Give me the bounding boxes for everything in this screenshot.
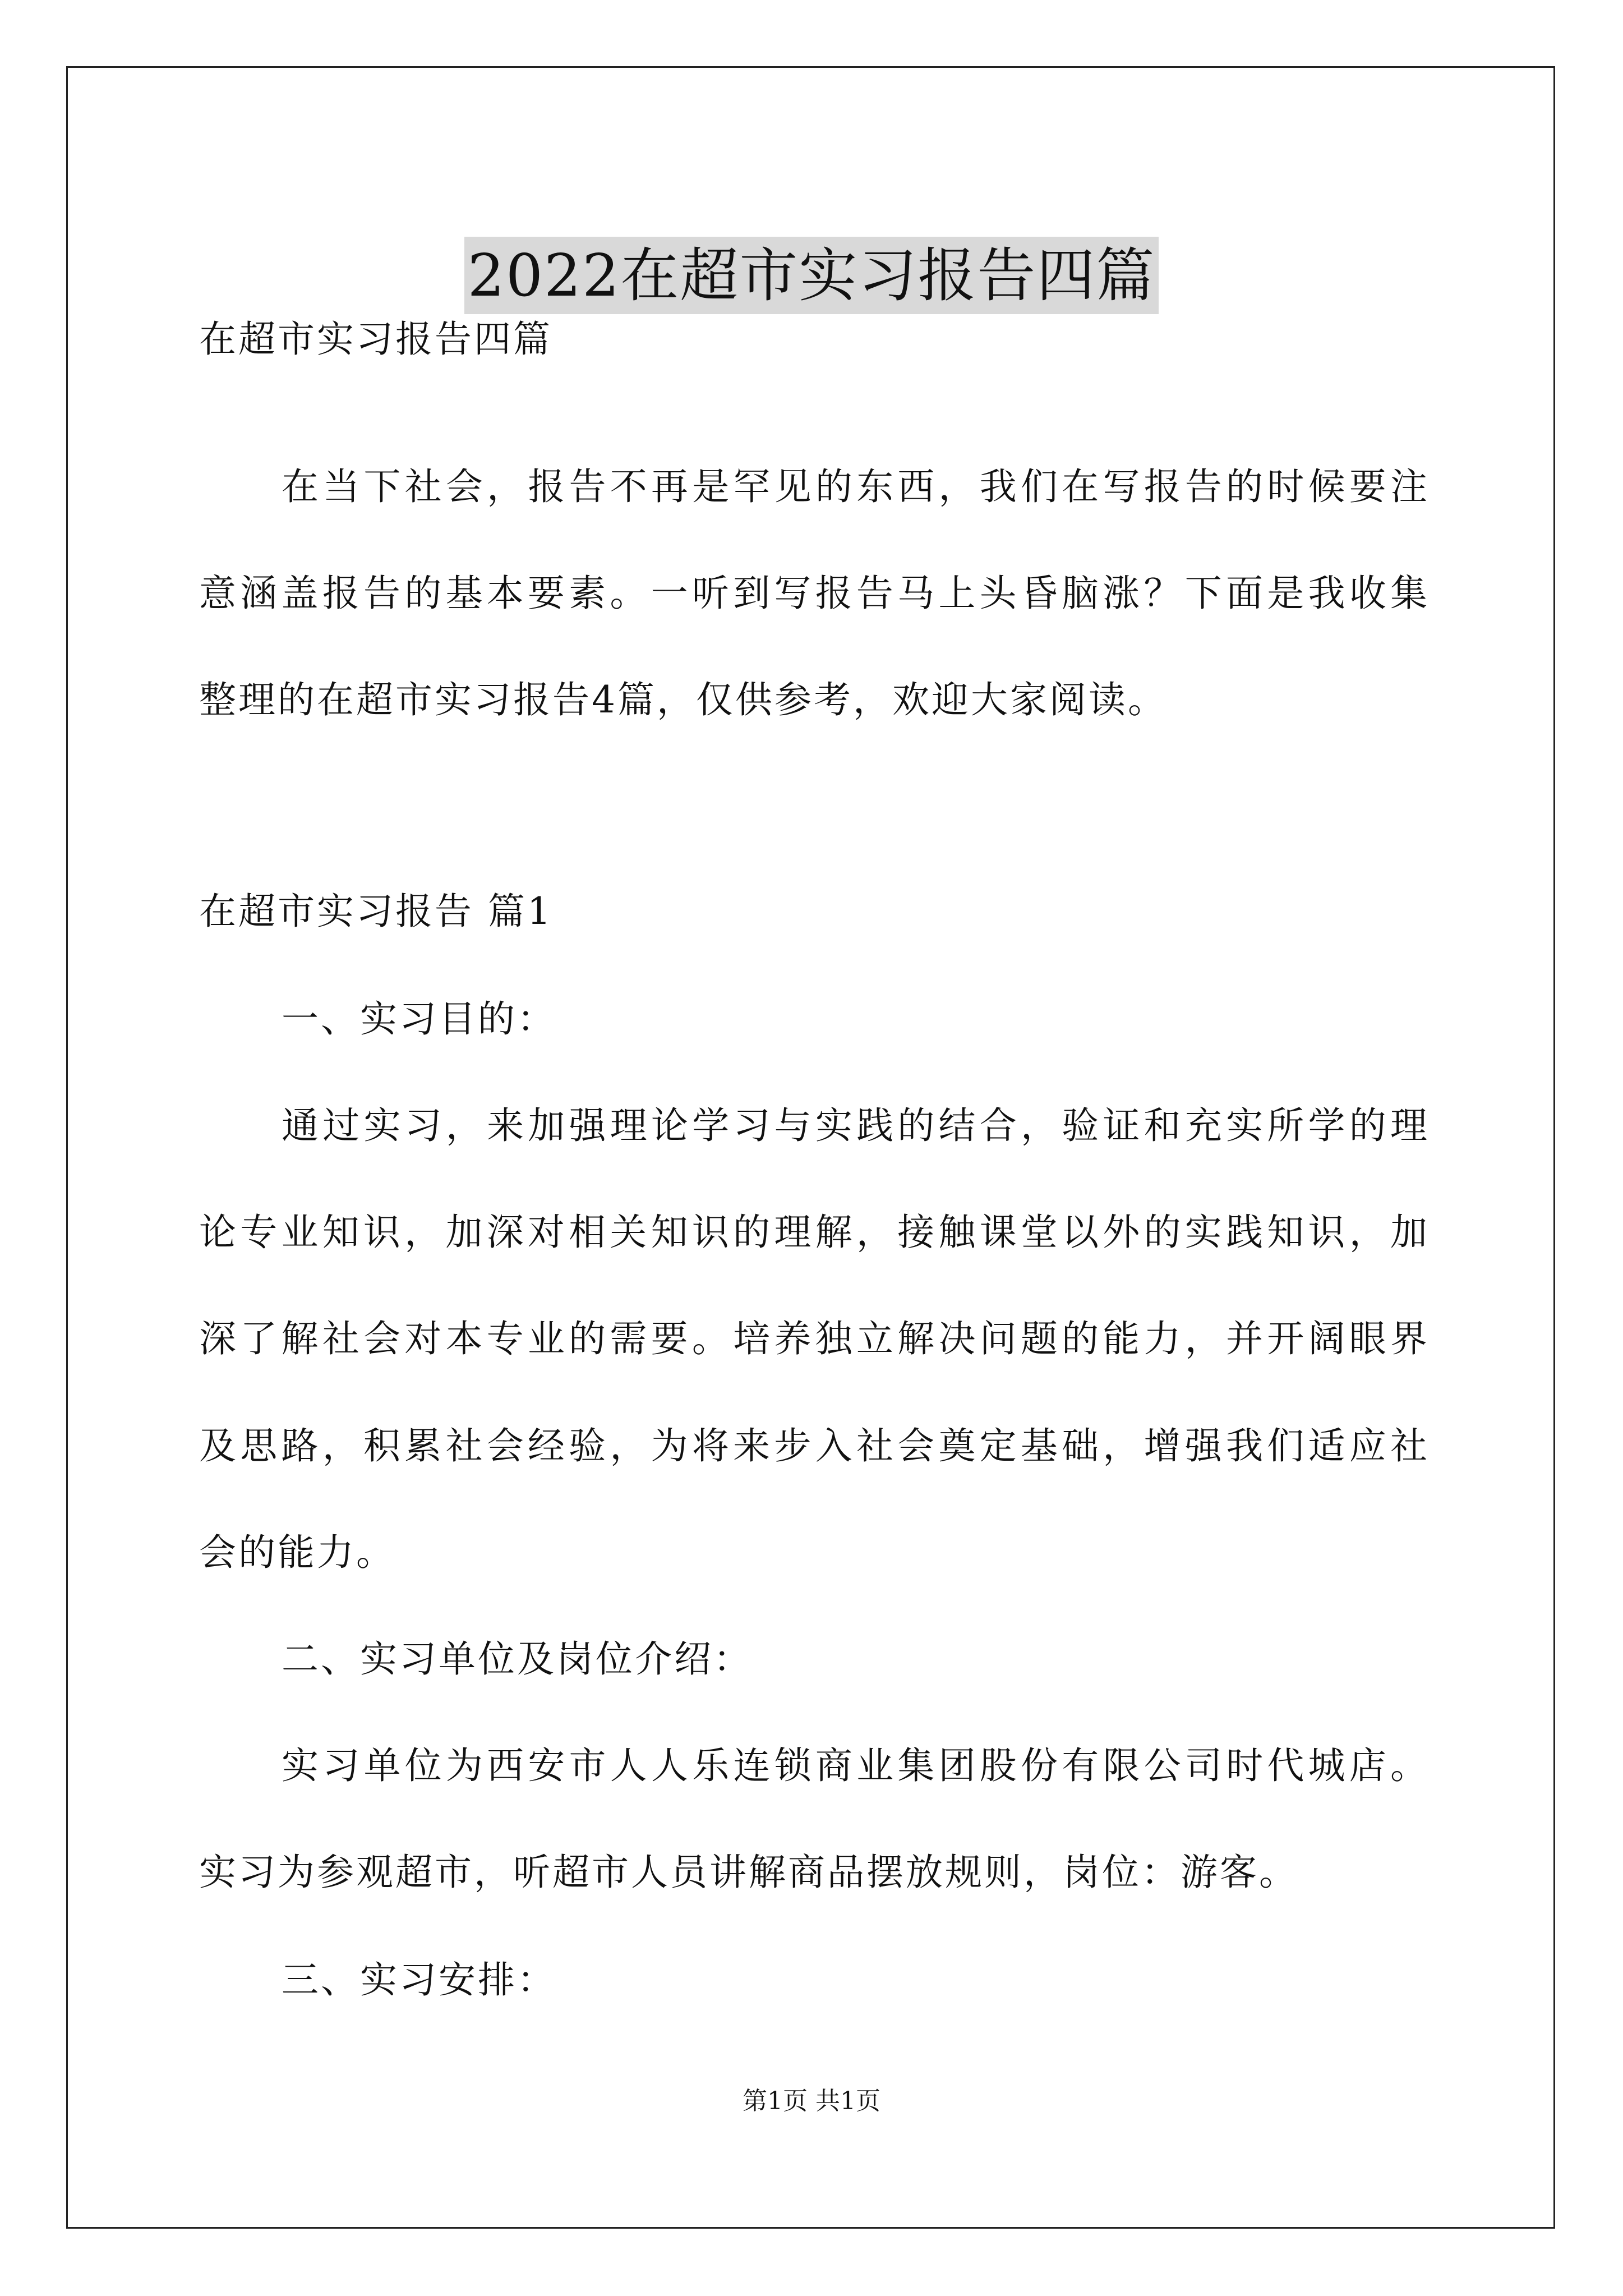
- part1-line-3: 深了解社会对本专业的需要。培养独立解决问题的能力，并开阔眼界: [199, 1317, 1427, 1360]
- part2-line-2: 实习为参观超市，听超市人员讲解商品摆放规则，岗位：游客。: [199, 1851, 1298, 1894]
- part2-line-1: 实习单位为西安市人人乐连锁商业集团股份有限公司时代城店。: [282, 1744, 1427, 1787]
- part1-line-2: 论专业知识，加深对相关知识的理解，接触课堂以外的实践知识，加: [199, 1211, 1427, 1254]
- part1-line-1: 通过实习，来加强理论学习与实践的结合，验证和充实所学的理: [282, 1104, 1427, 1147]
- document-title: 2022在超市实习报告四篇: [464, 237, 1159, 314]
- part1-heading: 一、实习目的：: [282, 997, 556, 1041]
- intro-line-3: 整理的在超市实习报告4篇，仅供参考，欢迎大家阅读。: [199, 678, 1167, 721]
- intro-line-1: 在当下社会，报告不再是罕见的东西，我们在写报告的时候要注: [282, 465, 1427, 508]
- section-heading: 在超市实习报告 篇1: [199, 890, 553, 933]
- part1-line-5: 会的能力。: [199, 1531, 395, 1574]
- part2-heading: 二、实习单位及岗位介绍：: [282, 1637, 753, 1681]
- document-subtitle: 在超市实习报告四篇: [199, 318, 552, 361]
- page-footer: 第1页 共1页: [743, 2087, 880, 2115]
- part1-line-4: 及思路，积累社会经验，为将来步入社会奠定基础，增强我们适应社: [199, 1424, 1427, 1467]
- intro-line-2: 意涵盖报告的基本要素。一听到写报告马上头昏脑涨？下面是我收集: [199, 572, 1427, 615]
- part3-heading: 三、实习安排：: [282, 1958, 556, 2001]
